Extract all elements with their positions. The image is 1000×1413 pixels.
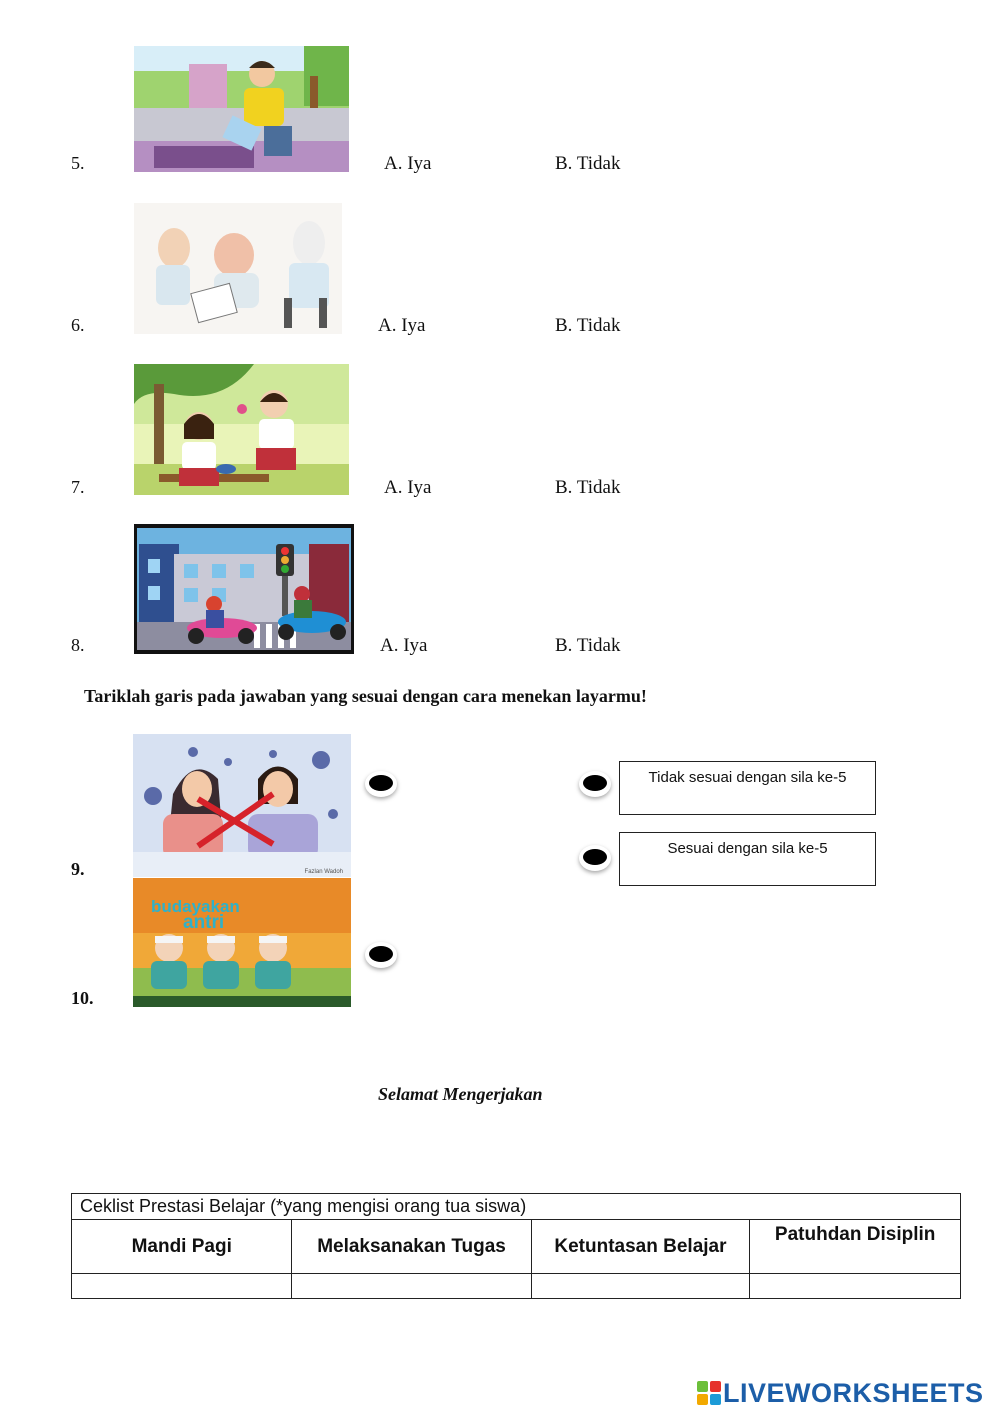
match-dot-item-9[interactable] — [365, 771, 397, 797]
checklist-caption: Ceklist Prestasi Belajar (*yang mengisi orang tua siswa) — [72, 1194, 961, 1220]
answer-box-2: Sesuai dengan sila ke-5 — [619, 832, 876, 886]
question-number: 6. — [71, 315, 85, 335]
match-dot-answer-2[interactable] — [579, 845, 611, 871]
question-5-image — [134, 46, 349, 172]
option-b[interactable]: B. Tidak — [555, 153, 621, 174]
question-9-image — [133, 734, 351, 877]
image-caption: Fazlan Wadoh — [304, 869, 343, 875]
answer-box-1: Tidak sesuai dengan sila ke-5 — [619, 761, 876, 815]
option-a[interactable]: A. Iya — [384, 477, 432, 498]
checklist-cell[interactable] — [531, 1274, 750, 1299]
column-header: Mandi Pagi — [72, 1220, 292, 1274]
column-header: Patuhdan Disiplin — [750, 1220, 961, 1274]
option-a[interactable]: A. Iya — [384, 153, 432, 174]
column-header: Ketuntasan Belajar — [531, 1220, 750, 1274]
checklist-table — [71, 1193, 961, 1299]
checklist-cell[interactable] — [292, 1274, 531, 1299]
image-title-line1: budayakan — [151, 897, 240, 916]
question-number: 8. — [71, 635, 85, 655]
question-number: 9. — [71, 859, 85, 879]
liveworksheets-grid-icon — [697, 1381, 721, 1412]
brand-name: LIVEWORKSHEETS — [723, 1378, 984, 1408]
instruction-text: Tariklah garis pada jawaban yang sesuai dengan cara menekan layarmu! — [84, 686, 647, 706]
match-dot-answer-1[interactable] — [579, 771, 611, 797]
option-a[interactable]: A. Iya — [378, 315, 426, 336]
question-number: 5. — [71, 153, 85, 173]
liveworksheets-logo — [697, 1378, 984, 1412]
checklist-cell[interactable] — [72, 1274, 292, 1299]
option-a[interactable]: A. Iya — [380, 635, 428, 656]
question-6-image — [134, 203, 342, 334]
question-7-image — [134, 364, 349, 495]
checklist-cell[interactable] — [750, 1274, 961, 1299]
option-b[interactable]: B. Tidak — [555, 315, 621, 336]
closing-text: Selamat Mengerjakan — [378, 1084, 543, 1104]
column-header: Melaksanakan Tugas — [292, 1220, 531, 1274]
option-b[interactable]: B. Tidak — [555, 477, 621, 498]
option-b[interactable]: B. Tidak — [555, 635, 621, 656]
question-number: 7. — [71, 477, 85, 497]
question-10-image — [133, 878, 351, 1007]
image-title-line2: antri — [183, 912, 225, 933]
question-number: 10. — [71, 988, 94, 1008]
question-8-image — [134, 524, 354, 654]
match-dot-item-10[interactable] — [365, 942, 397, 968]
